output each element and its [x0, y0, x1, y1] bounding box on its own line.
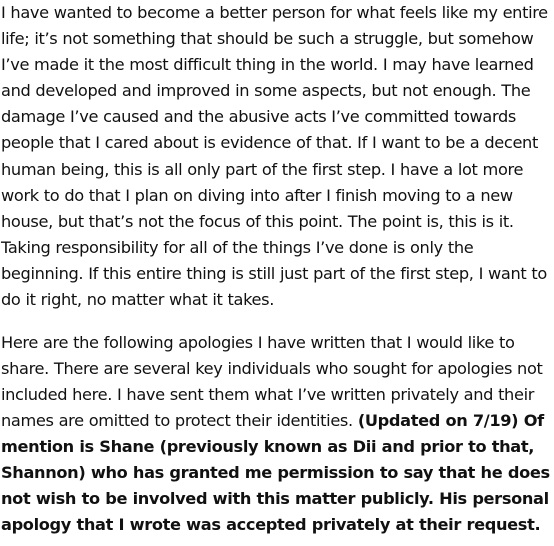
intro-paragraph: I have wanted to become a better person for what feels like my entire life; it’s not something that should be such a struggle, but somehow I’ve made it the most difficult thing in the world. I may have learned and developed and improved in some aspects, but not enough. The damage I’ve caused and the abusive acts I’ve committed towards people that I cared about is evidence of that. If I want to be a decent human being, this is all only part of the first step. I have a lot more work to do that I plan on diving into after I finish moving to a new house, but that’s not the focus of this point. The point is, this is it. Taking responsibility for all of the things I’ve done is only the beginning. If this entire thing is still just part of the first step, I want to do it right, no matter what it takes. [1, 3, 548, 310]
update-note-text: (Updated on 7/19) Of mention is Shane (previously known as Dii and prior to that, Shannon) who has granted me permission to say that he does not wish to be involved with this matter publicly. His personal apology that I wrote was accepted privately at their request. [1, 410, 550, 535]
apologies-paragraph [1, 330, 554, 539]
apologies-intro-text: Here are the following apologies I have written that I would like to share. There are several key individuals who sought for apologies not included here. I have sent them what I’ve written privately and their names are omitted to protect their identities. [1, 332, 543, 430]
